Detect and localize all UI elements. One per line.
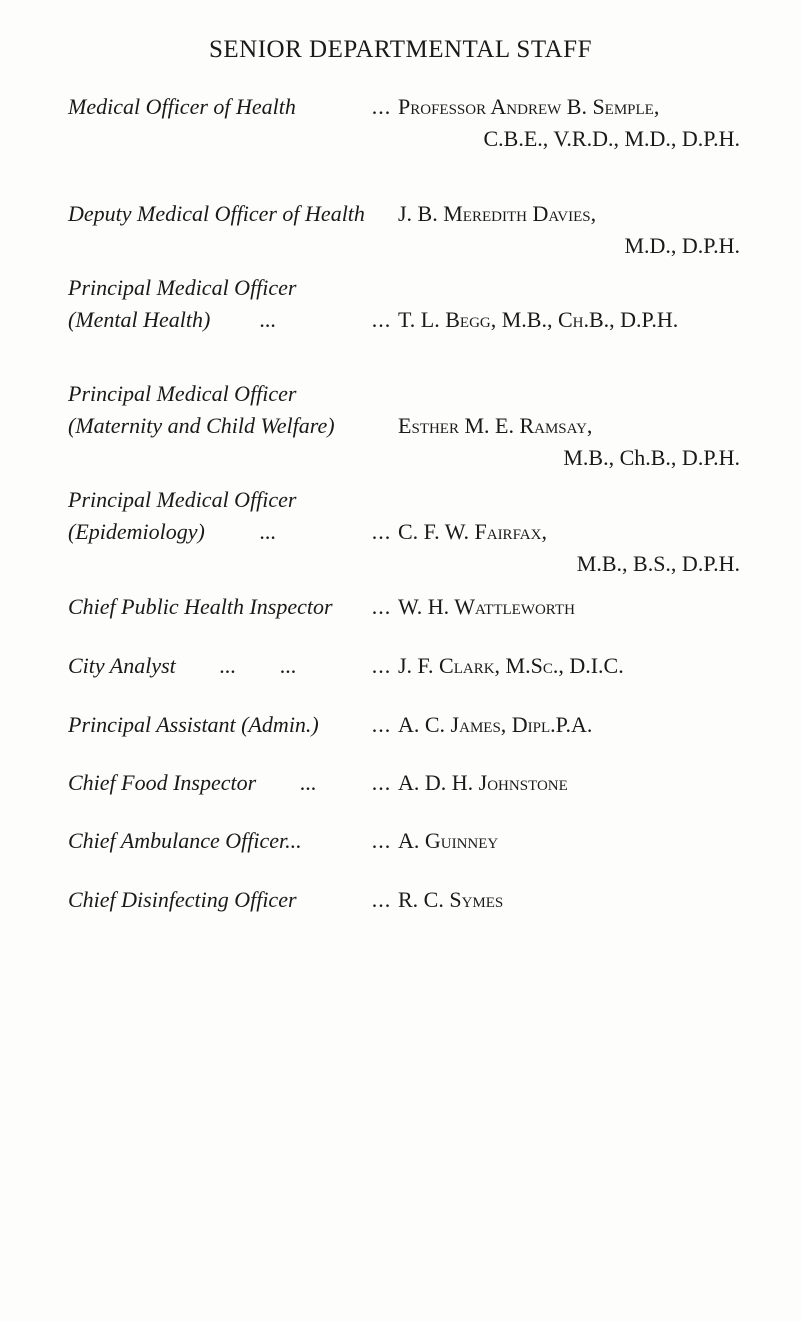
staff-name: Esther M. E. Ramsay, [398,413,593,438]
staff-qualifications: C.B.E., V.R.D., M.D., D.P.H. [483,126,740,151]
role-line-1: City Analyst ... ... [68,653,297,678]
role-line-1: Principal Assistant (Admin.) [68,712,319,737]
role-line-1: Principal Medical Officer [68,381,297,406]
staff-role [68,198,365,230]
staff-name: A. D. H. Johnstone [398,770,568,795]
staff-name: C. F. W. Fairfax, [398,519,547,544]
staff-qualifications: M.D., D.P.H. [624,233,740,258]
staff-role [68,272,297,336]
role-line-1: Principal Medical Officer [68,275,297,300]
staff-name: J. F. Clark, M.Sc., D.I.C. [398,653,624,678]
role-line-2: (Epidemiology) ... [68,519,277,544]
role-line-1: Principal Medical Officer [68,487,297,512]
staff-role [68,378,335,442]
staff-name: A. Guinney [398,828,499,853]
role-line-2: (Maternity and Child Welfare) [68,413,335,438]
staff-role [68,484,297,548]
staff-name: T. L. Begg, M.B., Ch.B., D.P.H. [398,307,679,332]
role-line-1: Chief Disinfecting Officer [68,887,297,912]
leader-dots: ... [371,653,392,678]
staff-qualifications: M.B., B.S., D.P.H. [576,551,740,576]
role-line-1: Deputy Medical Officer of Health [68,201,365,226]
staff-name: Professor Andrew B. Semple, [398,94,660,119]
staff-role [68,650,297,682]
staff-role [68,767,317,799]
staff-name: A. C. James, Dipl.P.A. [398,712,593,737]
leader-dots: ... [371,519,392,544]
page-title: SENIOR DEPARTMENTAL STAFF [209,36,592,63]
leader-dots: ... [371,712,392,737]
role-line-1: Medical Officer of Health [68,94,296,119]
staff-qualifications: M.B., Ch.B., D.P.H. [563,445,740,470]
staff-name: J. B. Meredith Davies, [398,201,597,226]
leader-dots: ... [371,307,392,332]
leader-dots: ... [371,770,392,795]
staff-name: R. C. Symes [398,887,504,912]
staff-role [68,709,319,741]
staff-name: W. H. Wattleworth [398,594,575,619]
role-line-1: Chief Food Inspector ... [68,770,317,795]
staff-role [68,591,333,623]
role-line-1: Chief Public Health Inspector [68,594,333,619]
leader-dots: ... [371,594,392,619]
staff-role [68,884,297,916]
staff-role [68,825,302,857]
leader-dots: ... [371,828,392,853]
role-line-2: (Mental Health) ... [68,307,277,332]
leader-dots: ... [371,94,392,119]
role-line-1: Chief Ambulance Officer... [68,828,302,853]
leader-dots: ... [371,887,392,912]
staff-role [68,91,296,123]
